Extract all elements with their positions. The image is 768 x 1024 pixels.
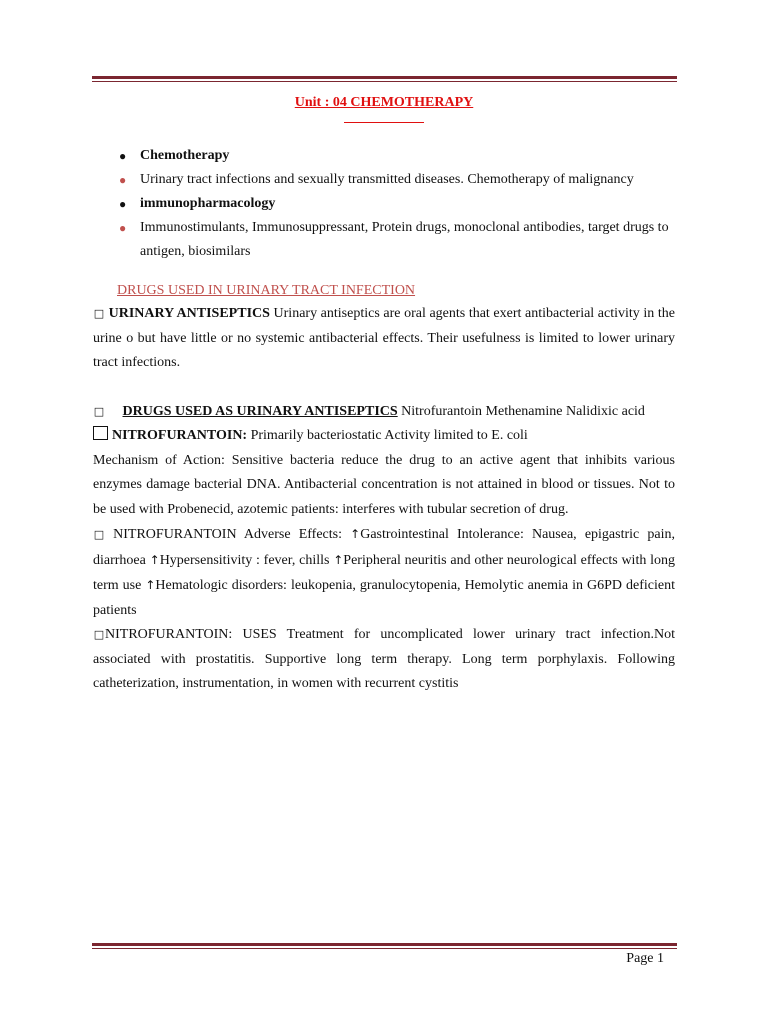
up-arrow-icon: ↑ (149, 552, 160, 567)
title-underline (344, 122, 424, 123)
list-item: ● Immunostimulants, Immunosuppressant, Protein drugs, monoclonal antibodies, target drugs to antigen, biosimilars (93, 216, 675, 264)
footer-rule (92, 943, 677, 949)
nitrofurantoin-label: NITROFURANTOIN: (112, 428, 248, 443)
box-icon: □ (93, 404, 105, 418)
box-icon: □ (93, 307, 105, 320)
drugs-list-label: DRUGS USED AS URINARY ANTISEPTICS (122, 403, 398, 419)
page-number: Page 1 (626, 951, 664, 966)
drugs-list-paragraph: □ DRUGS USED AS URINARY ANTISEPTICS Nitrofurantoin Methenamine Nalidixic acid (93, 400, 675, 425)
box-icon: □ (93, 528, 105, 541)
uses-paragraph: □NITROFURANTOIN: USES Treatment for uncomplicated lower urinary tract infection.Not associated with prostatitis. Supportive long term therapy. Long term porphylaxis. Following catheterization, instrumentation, in women with recurrent cystitis (93, 623, 675, 697)
list-item: ● Chemotherapy (93, 144, 675, 168)
urinary-antiseptics-paragraph: □ URINARY ANTISEPTICS Urinary antiseptics are oral agents that exert antibacterial activity in the urine o but have little or no systemic antibacterial effects. Their usefulness is limited to lower urinary tract infections. (93, 302, 675, 376)
box-icon: □ (93, 628, 105, 641)
urinary-antiseptics-label: URINARY ANTISEPTICS (108, 306, 270, 321)
bullet-icon: ● (119, 197, 127, 211)
up-arrow-icon: ↑ (333, 552, 344, 567)
bullet-icon: ● (119, 149, 127, 163)
header-rule (92, 76, 677, 82)
document-body (93, 94, 675, 697)
page-title: Unit : 04 CHEMOTHERAPY (294, 95, 474, 110)
topic-list (93, 144, 675, 264)
section-heading: DRUGS USED IN URINARY TRACT INFECTION (117, 283, 416, 298)
nitrofurantoin-paragraph: NITROFURANTOIN: Primarily bacteriostatic Activity limited to E. coli (93, 424, 675, 449)
bullet-icon: ● (119, 173, 127, 187)
bullet-icon: ● (119, 221, 127, 235)
adverse-effects-paragraph: □ NITROFURANTOIN Adverse Effects: ↑Gastrointestinal Intolerance: Nausea, epigastric pain, diarrhoea ↑Hypersensitivity : fever, chills ↑Peripheral neuritis and other neurological effects with long term use ↑Hematologic disorders: leukopenia, granulocytopenia, Hemolytic anemia in G6PD deficient patients (93, 522, 675, 623)
mechanism-paragraph: Mechanism of Action: Sensitive bacteria reduce the drug to an active agent that inhibits various enzymes damage bacterial DNA. Antibacterial concentration is not attained in blood or tissues. Not to be used with Probenecid, azotemic patients: interferes with tubular secretion of drug. (93, 452, 675, 517)
up-arrow-icon: ↑ (350, 527, 361, 541)
list-item: ● immunopharmacology (93, 192, 675, 216)
list-item: ● Urinary tract infections and sexually transmitted diseases. Chemotherapy of malignancy (93, 168, 675, 192)
up-arrow-icon: ↑ (145, 578, 156, 592)
box-icon (93, 426, 108, 440)
